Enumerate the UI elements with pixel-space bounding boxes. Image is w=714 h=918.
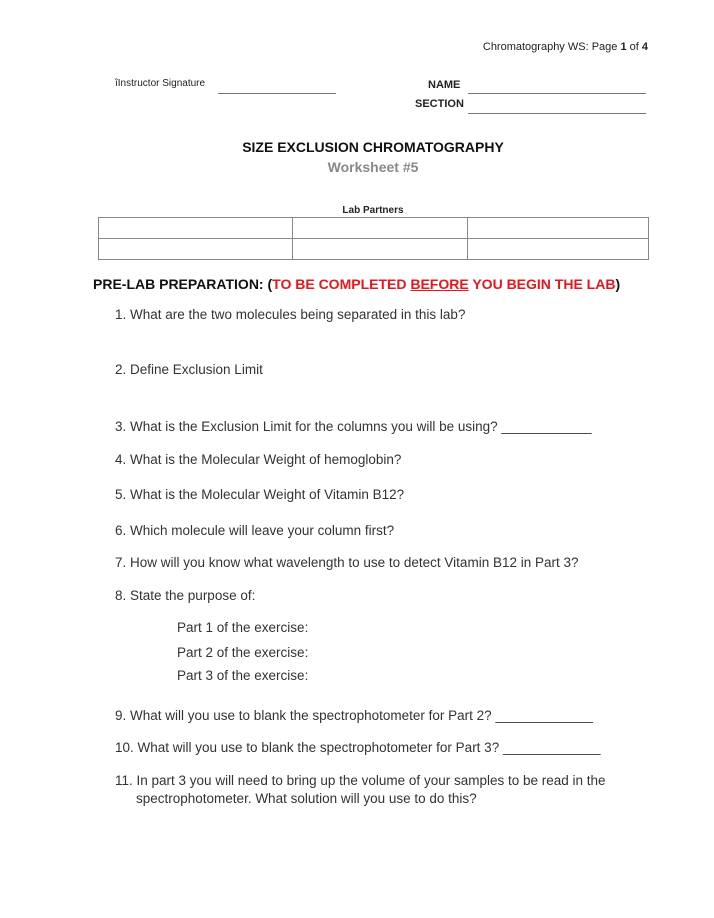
- table-row: [99, 239, 649, 260]
- question-2: 2. Define Exclusion Limit: [115, 362, 263, 377]
- prelab-heading-before: BEFORE: [410, 276, 469, 292]
- question-7: 7. How will you know what wavelength to use to detect Vitamin B12 in Part 3?: [115, 555, 579, 570]
- lab-partners-table: [98, 217, 649, 260]
- section-field[interactable]: [468, 113, 646, 114]
- question-1: 1. What are the two molecules being separated in this lab?: [115, 307, 466, 322]
- lab-partners-label: Lab Partners: [342, 205, 404, 216]
- instructor-signature-field[interactable]: [218, 93, 336, 94]
- page-prefix: Chromatography WS: Page: [482, 41, 621, 53]
- prelab-heading-red-1: TO BE COMPLETED: [272, 276, 411, 292]
- prelab-heading-end: ): [615, 276, 621, 292]
- section-label: SECTION: [415, 98, 464, 110]
- question-11: 11. In part 3 you will need to bring up the volume of your samples to be read in the: [115, 773, 606, 788]
- lab-partner-cell[interactable]: [293, 218, 468, 239]
- question-9: 9. What will you use to blank the spectrophotometer for Part 2? _____________: [115, 708, 594, 723]
- page-indicator: [483, 41, 648, 53]
- question-5: 5. What is the Molecular Weight of Vitamin B12?: [115, 487, 405, 502]
- name-field[interactable]: [468, 93, 646, 94]
- lab-partner-cell[interactable]: [468, 239, 649, 260]
- page-current: 1: [620, 41, 627, 53]
- question-3: 3. What is the Exclusion Limit for the columns you will be using? ____________: [115, 419, 592, 434]
- page-of: of: [626, 41, 642, 53]
- question-8-part-2: Part 2 of the exercise:: [177, 645, 309, 660]
- name-label: NAME: [428, 79, 461, 91]
- question-6: 6. Which molecule will leave your column first?: [115, 523, 395, 538]
- question-4: 4. What is the Molecular Weight of hemoglobin?: [115, 452, 402, 467]
- page-total: 4: [641, 41, 648, 53]
- question-10: 10. What will you use to blank the spectrophotometer for Part 3? _____________: [115, 740, 601, 755]
- prelab-heading-start: PRE-LAB PREPARATION: (: [93, 276, 273, 292]
- document-title: SIZE EXCLUSION CHROMATOGRAPHY: [242, 139, 504, 155]
- document-subtitle: Worksheet #5: [327, 159, 419, 175]
- lab-partner-cell[interactable]: [293, 239, 468, 260]
- instructor-signature-label: îInstructor Signature: [115, 78, 206, 89]
- lab-partner-cell[interactable]: [468, 218, 649, 239]
- prelab-heading: [93, 276, 620, 292]
- question-11-continued: spectrophotometer. What solution will you use to do this?: [136, 791, 477, 806]
- question-8: 8. State the purpose of:: [115, 588, 256, 603]
- question-8-part-1: Part 1 of the exercise:: [177, 620, 309, 635]
- table-row: [99, 218, 649, 239]
- prelab-heading-red-2: YOU BEGIN THE LAB: [468, 276, 616, 292]
- question-8-part-3: Part 3 of the exercise:: [177, 668, 309, 683]
- lab-partner-cell[interactable]: [99, 218, 293, 239]
- lab-partner-cell[interactable]: [99, 239, 293, 260]
